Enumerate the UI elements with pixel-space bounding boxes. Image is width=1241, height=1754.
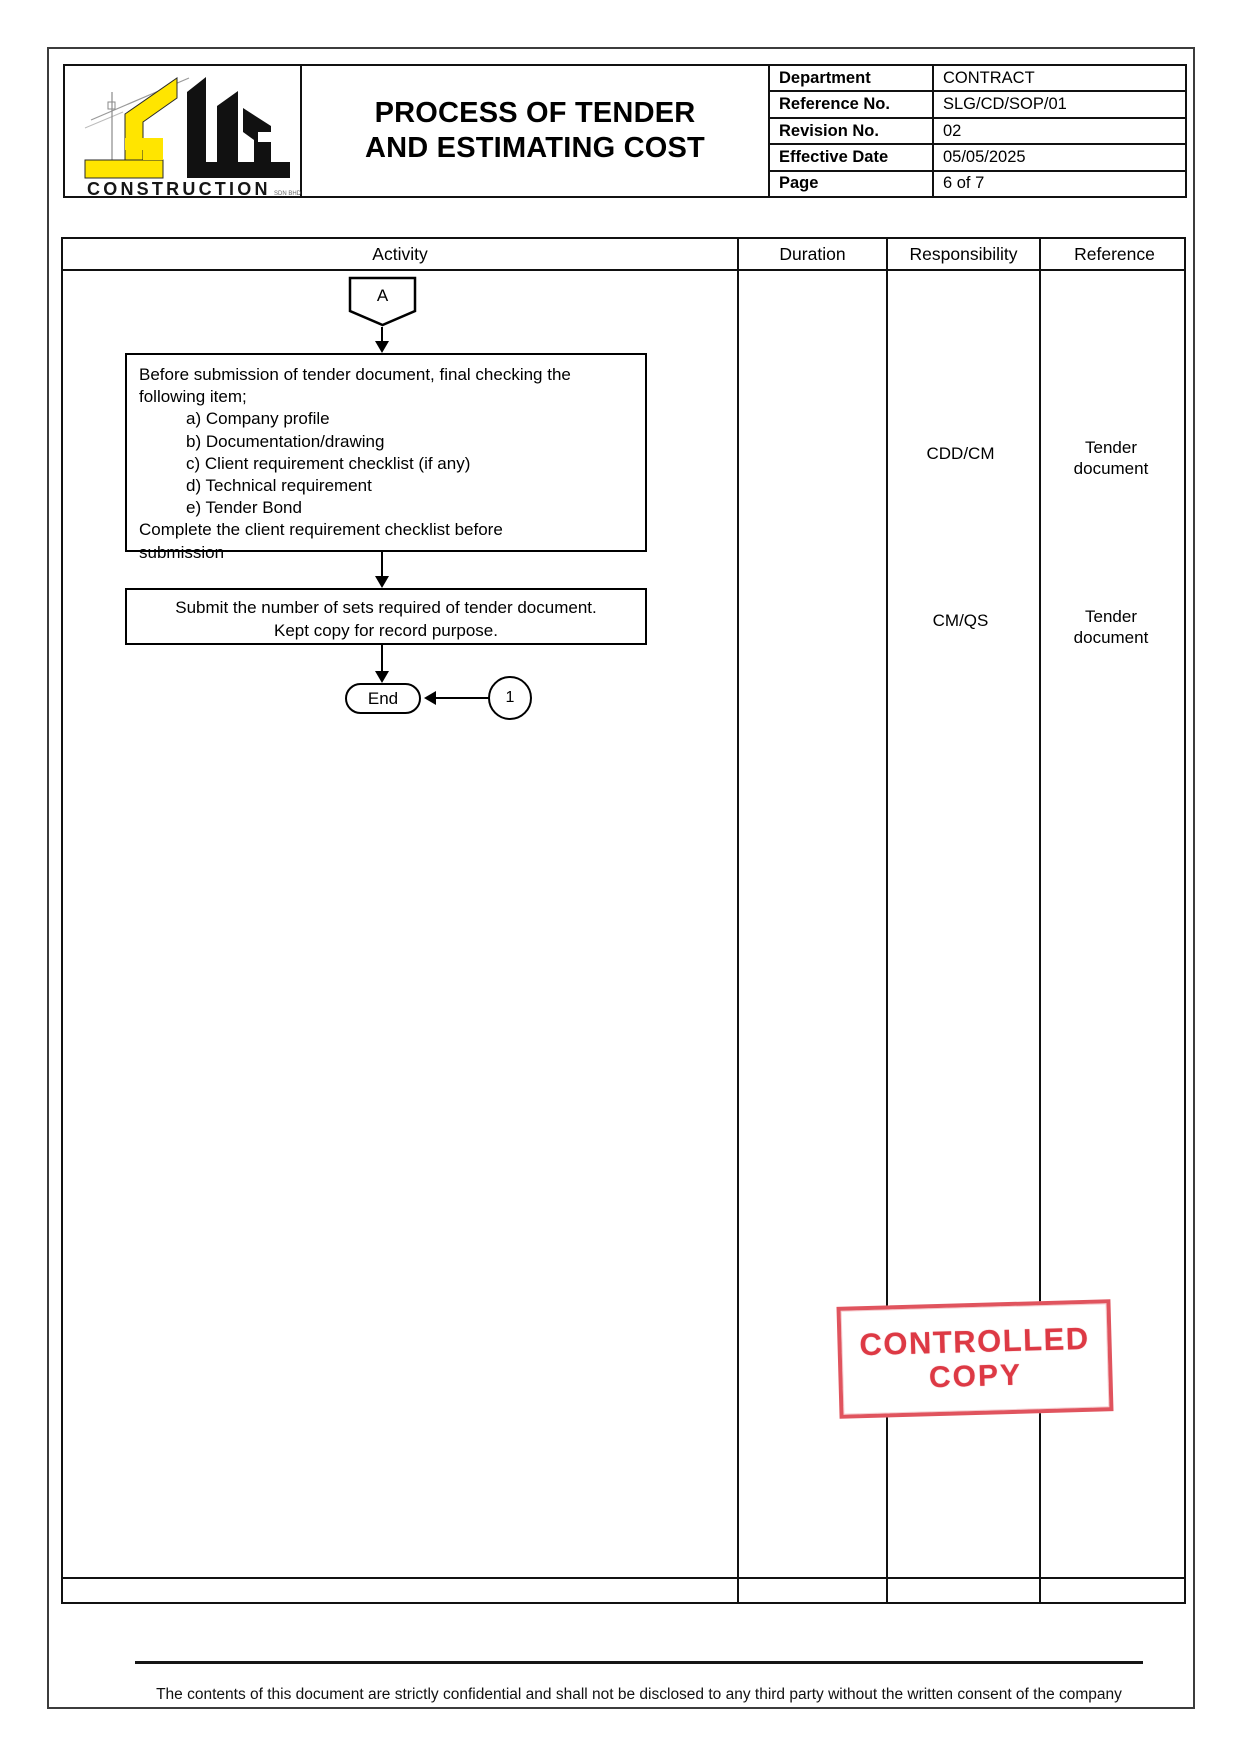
column-header-activity: Activity bbox=[372, 243, 428, 264]
flow-arrow-line bbox=[436, 697, 489, 699]
company-logo bbox=[65, 66, 302, 199]
flow-arrowhead-down bbox=[375, 671, 389, 683]
info-label: Department bbox=[770, 66, 934, 90]
flow-arrowhead-left bbox=[424, 691, 436, 705]
process-box-text-line: Submit the number of sets required of tender document. bbox=[175, 598, 597, 617]
info-value: SLG/CD/SOP/01 bbox=[943, 95, 1067, 114]
info-row-department bbox=[770, 66, 1185, 92]
flow-step-text-line: Complete the client requirement checklist before bbox=[139, 520, 503, 540]
header-table bbox=[63, 64, 1187, 198]
column-header-duration: Duration bbox=[779, 243, 846, 264]
column-header-reference: Reference bbox=[1074, 243, 1155, 264]
flow-arrow-line bbox=[381, 327, 383, 342]
info-value: 05/05/2025 bbox=[943, 147, 1026, 166]
flow-step-text-line: submission bbox=[139, 542, 225, 562]
flow-arrow-line bbox=[381, 645, 383, 672]
info-label: Revision No. bbox=[770, 119, 934, 143]
document-title bbox=[302, 66, 770, 196]
header-row-divider bbox=[63, 269, 1184, 271]
connector-a-label: A bbox=[376, 286, 389, 305]
document-title-line1: PROCESS OF TENDER bbox=[374, 97, 696, 129]
info-row-reference-no bbox=[770, 92, 1185, 118]
flow-step-text-line: following item; bbox=[139, 387, 247, 407]
reference-step1: Tender document bbox=[1073, 438, 1149, 478]
reference-step2: Tender document bbox=[1073, 607, 1149, 647]
confidentiality-notice: The contents of this document are strictly confidential and shall not be disclosed to any third party without the written consent of the company bbox=[156, 1686, 1122, 1703]
info-row-effective-date bbox=[770, 145, 1185, 171]
stamp-text-line1: CONTROLLED bbox=[858, 1320, 1091, 1363]
stamp-text-line2: COPY bbox=[928, 1358, 1023, 1395]
controlled-copy-stamp bbox=[836, 1299, 1113, 1419]
info-value: 02 bbox=[943, 121, 962, 140]
end-terminator: End bbox=[345, 683, 421, 714]
document-title-line2: AND ESTIMATING COST bbox=[365, 132, 705, 164]
document-info-table bbox=[770, 66, 1185, 196]
flow-step-text-line: a) Company profile bbox=[186, 409, 330, 429]
bottom-row-divider bbox=[63, 1577, 1184, 1579]
info-value: 6 of 7 bbox=[943, 174, 985, 193]
flow-step-text-line: d) Technical requirement bbox=[186, 476, 372, 496]
slg-logo-icon bbox=[65, 66, 302, 200]
info-label: Reference No. bbox=[770, 92, 934, 116]
flow-arrowhead-down bbox=[375, 576, 389, 588]
process-box-submit-sets bbox=[125, 588, 647, 645]
info-row-page bbox=[770, 172, 1185, 196]
column-divider bbox=[737, 239, 739, 1602]
flow-step-text-line: Before submission of tender document, final checking the bbox=[139, 365, 571, 384]
flow-arrow-line bbox=[381, 552, 383, 577]
flow-step-text-line: c) Client requirement checklist (if any) bbox=[186, 453, 471, 473]
process-box-text-line: Kept copy for record purpose. bbox=[274, 621, 498, 640]
process-box-final-checking bbox=[125, 353, 647, 562]
svg-text:CONSTRUCTION: CONSTRUCTION bbox=[87, 179, 270, 199]
offpage-connector-a bbox=[348, 276, 418, 328]
info-row-revision-no bbox=[770, 119, 1185, 145]
info-label: Page bbox=[770, 172, 934, 196]
flow-arrowhead-down bbox=[375, 341, 389, 353]
responsibility-step1: CDD/CM bbox=[926, 444, 995, 463]
flow-step-text-line: b) Documentation/drawing bbox=[186, 431, 385, 451]
column-header-responsibility: Responsibility bbox=[909, 243, 1018, 264]
responsibility-step2: CM/QS bbox=[932, 611, 989, 630]
info-value: CONTRACT bbox=[943, 68, 1035, 87]
svg-text:SDN BHD: SDN BHD bbox=[274, 191, 302, 197]
flow-step-text-line: e) Tender Bond bbox=[186, 498, 302, 518]
connector-circle-1: 1 bbox=[488, 676, 532, 720]
footer-divider bbox=[135, 1661, 1143, 1664]
info-label: Effective Date bbox=[770, 145, 934, 169]
